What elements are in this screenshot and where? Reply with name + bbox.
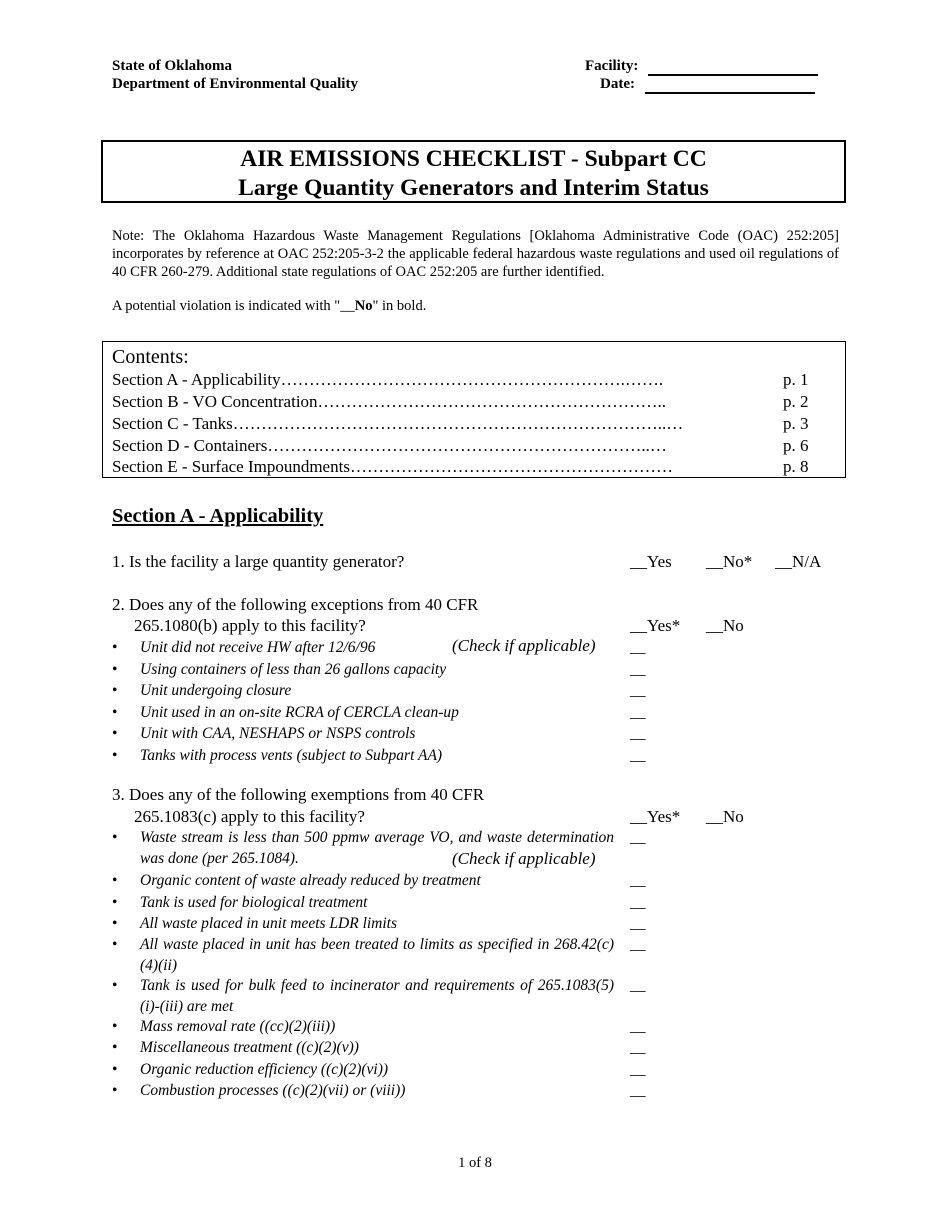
q2-item-6: Tanks with process vents (subject to Subpart AA)	[140, 747, 443, 764]
bullet: •	[112, 829, 118, 846]
q2-check-note: (Check if applicable)	[452, 636, 596, 655]
contents-title: Contents:	[112, 346, 189, 368]
q3-item-10-checkbox[interactable]: __	[630, 1082, 646, 1099]
q3-item-5: All waste placed in unit has been treated to limits as specified in 268.42(c)(4)(ii)	[140, 936, 614, 974]
question-1: 1. Is the facility a large quantity generator?	[112, 552, 405, 571]
q3-item-2: Organic content of waste already reduced by treatment	[140, 872, 481, 889]
bullet: •	[112, 915, 118, 932]
q2-item-1-checkbox[interactable]: __	[630, 639, 646, 656]
question-3-line-1: 3. Does any of the following exemptions from 40 CFR	[112, 785, 485, 804]
q3-item-9: Organic reduction efficiency ((c)(2)(vi))	[140, 1061, 389, 1078]
q2-item-1: Unit did not receive HW after 12/6/96	[140, 639, 376, 656]
q3-item-8: Miscellaneous treatment ((c)(2)(v))	[140, 1039, 359, 1056]
header-state: State of Oklahoma	[112, 58, 232, 74]
contents-page-section-c: p. 3	[783, 414, 809, 433]
q3-item-1: Waste stream is less than 500 ppmw average VO, and waste determination was done (per 265.1084).	[140, 829, 614, 867]
bullet: •	[112, 1018, 118, 1035]
q2-no-option[interactable]: __No	[706, 616, 744, 635]
contents-page-section-e: p. 8	[783, 457, 809, 476]
bullet: •	[112, 747, 118, 764]
facility-field[interactable]	[648, 58, 818, 76]
q3-no-option[interactable]: __No	[706, 807, 744, 826]
contents-box	[102, 341, 846, 478]
q3-item-1-checkbox[interactable]: __	[630, 829, 646, 846]
contents-item-section-e: Section E - Surface Impoundments…………………………………………………	[112, 457, 673, 476]
q2-item-3: Unit undergoing closure	[140, 682, 292, 699]
q3-item-7: Mass removal rate ((cc)(2)(iii))	[140, 1018, 336, 1035]
contents-page-section-d: p. 6	[783, 436, 809, 455]
violation-suffix: " in bold.	[372, 298, 427, 314]
q3-item-8-checkbox[interactable]: __	[630, 1039, 646, 1056]
bullet: •	[112, 977, 118, 994]
bullet: •	[112, 936, 118, 953]
bullet: •	[112, 639, 118, 656]
bullet: •	[112, 1039, 118, 1056]
q1-no-option[interactable]: __No*	[706, 552, 753, 571]
page-number: 1 of 8	[458, 1155, 492, 1171]
q3-item-6: Tank is used for bulk feed to incinerator and requirements of 265.1083(5)(i)-(iii) are met	[140, 977, 614, 1015]
q3-check-note: (Check if applicable)	[452, 849, 596, 868]
q3-item-6-checkbox[interactable]: __	[630, 977, 646, 994]
contents-page-section-a: p. 1	[783, 370, 809, 389]
q3-item-2-checkbox[interactable]: __	[630, 872, 646, 889]
q3-item-3-checkbox[interactable]: __	[630, 894, 646, 911]
q2-item-4-checkbox[interactable]: __	[630, 704, 646, 721]
q2-item-3-checkbox[interactable]: __	[630, 682, 646, 699]
q3-item-10: Combustion processes ((c)(2)(vii) or (viii))	[140, 1082, 406, 1099]
q2-item-6-checkbox[interactable]: __	[630, 747, 646, 764]
q2-item-2-checkbox[interactable]: __	[630, 661, 646, 678]
q3-item-4: All waste placed in unit meets LDR limits	[140, 915, 398, 932]
violation-bold: No	[354, 298, 373, 314]
header-department: Department of Environmental Quality	[112, 76, 358, 92]
title-line-1: AIR EMISSIONS CHECKLIST - Subpart CC	[240, 146, 707, 172]
q3-item-4-checkbox[interactable]: __	[630, 915, 646, 932]
contents-item-section-a: Section A - Applicability…………………………………………………….…….	[112, 370, 664, 389]
bullet: •	[112, 661, 118, 678]
q1-na-option[interactable]: __N/A	[775, 552, 822, 571]
q2-item-5: Unit with CAA, NESHAPS or NSPS controls	[140, 725, 416, 742]
section-a-heading: Section A - Applicability	[112, 505, 324, 527]
facility-label: Facility:	[585, 58, 639, 74]
q2-item-2: Using containers of less than 26 gallons capacity	[140, 661, 447, 678]
q2-item-4: Unit used in an on-site RCRA of CERCLA clean-up	[140, 704, 459, 721]
question-3-line-2: 265.1083(c) apply to this facility?	[134, 807, 365, 826]
bullet: •	[112, 704, 118, 721]
q1-yes-option[interactable]: __Yes	[630, 552, 672, 571]
bullet: •	[112, 682, 118, 699]
bullet: •	[112, 872, 118, 889]
date-field[interactable]	[645, 76, 815, 94]
q2-yes-option[interactable]: __Yes*	[630, 616, 681, 635]
q3-item-5-checkbox[interactable]: __	[630, 936, 646, 953]
bullet: •	[112, 725, 118, 742]
q3-item-3: Tank is used for biological treatment	[140, 894, 368, 911]
bullet: •	[112, 894, 118, 911]
note-paragraph: Note: The Oklahoma Hazardous Waste Management Regulations [Oklahoma Administrative Code (OAC) 252:205] incorporates by reference at OAC 252:205-3-2 the applicable federal hazardous waste regulations and used oil regulations of 40 CFR 260-279. Additional state regulations of OAC 252:205 are further identified.	[112, 228, 839, 280]
title-box	[101, 140, 846, 203]
q3-yes-option[interactable]: __Yes*	[630, 807, 681, 826]
contents-item-section-c: Section C - Tanks…………………………………………………………………..…	[112, 414, 684, 433]
bullet: •	[112, 1082, 118, 1099]
contents-page-section-b: p. 2	[783, 392, 809, 411]
title-line-2: Large Quantity Generators and Interim Status	[238, 174, 709, 201]
contents-item-section-d: Section D - Containers…………………………………………………………..…	[112, 436, 667, 455]
question-2-line-2: 265.1080(b) apply to this facility?	[134, 616, 366, 635]
q2-item-5-checkbox[interactable]: __	[630, 725, 646, 742]
question-2-line-1: 2. Does any of the following exceptions from 40 CFR	[112, 595, 479, 614]
date-label: Date:	[600, 76, 635, 92]
q3-item-9-checkbox[interactable]: __	[630, 1061, 646, 1078]
contents-item-section-b: Section B - VO Concentration……………………………………………………..	[112, 392, 667, 411]
violation-note	[112, 298, 426, 315]
bullet: •	[112, 1061, 118, 1078]
q3-item-7-checkbox[interactable]: __	[630, 1018, 646, 1035]
violation-prefix: A potential violation is indicated with "__	[112, 298, 355, 314]
